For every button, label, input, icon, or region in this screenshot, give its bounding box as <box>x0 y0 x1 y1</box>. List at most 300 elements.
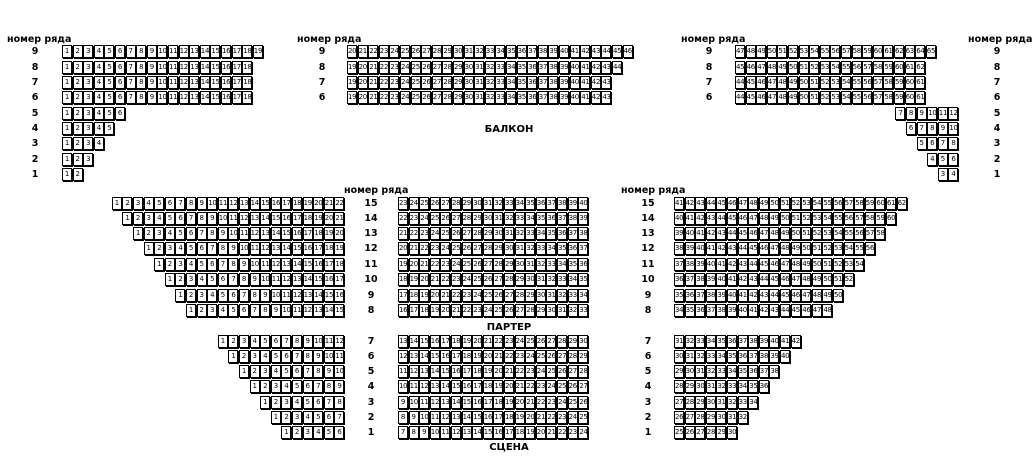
balcony-seat[interactable]: 13 <box>189 61 199 74</box>
parterre-seat[interactable]: 32 <box>706 365 716 378</box>
balcony-seat[interactable]: 5 <box>104 45 114 58</box>
parterre-seat[interactable]: 25 <box>568 396 578 409</box>
balcony-seat[interactable]: 20 <box>347 45 357 58</box>
parterre-seat[interactable]: 15 <box>419 335 429 348</box>
parterre-seat[interactable]: 3 <box>207 304 217 317</box>
parterre-seat[interactable]: 39 <box>568 197 578 210</box>
parterre-seat[interactable]: 26 <box>430 197 440 210</box>
balcony-seat[interactable]: 23 <box>389 76 399 89</box>
balcony-seat[interactable]: 8 <box>136 91 146 104</box>
parterre-seat[interactable]: 45 <box>716 197 726 210</box>
parterre-seat[interactable]: 18 <box>409 289 419 302</box>
balcony-seat[interactable]: 1 <box>62 76 72 89</box>
parterre-seat[interactable]: 53 <box>801 197 811 210</box>
parterre-seat[interactable]: 16 <box>451 365 461 378</box>
parterre-seat[interactable]: 27 <box>568 365 578 378</box>
parterre-seat[interactable]: 58 <box>854 197 864 210</box>
balcony-seat[interactable]: 58 <box>883 76 893 89</box>
balcony-seat[interactable]: 20 <box>358 91 368 104</box>
parterre-seat[interactable]: 1 <box>239 365 249 378</box>
balcony-seat[interactable]: 15 <box>210 61 220 74</box>
parterre-seat[interactable]: 26 <box>557 365 567 378</box>
parterre-seat[interactable]: 49 <box>780 227 790 240</box>
parterre-seat[interactable]: 22 <box>430 258 440 271</box>
parterre-seat[interactable]: 43 <box>759 289 769 302</box>
parterre-seat[interactable]: 22 <box>451 289 461 302</box>
balcony-seat[interactable]: 3 <box>83 61 93 74</box>
parterre-seat[interactable]: 4 <box>197 273 207 286</box>
parterre-seat[interactable]: 46 <box>780 273 790 286</box>
parterre-seat[interactable]: 23 <box>440 258 450 271</box>
balcony-seat[interactable]: 46 <box>756 91 766 104</box>
parterre-seat[interactable]: 11 <box>324 335 334 348</box>
parterre-seat[interactable]: 26 <box>568 380 578 393</box>
parterre-seat[interactable]: 13 <box>451 411 461 424</box>
parterre-seat[interactable]: 7 <box>186 212 196 225</box>
parterre-seat[interactable]: 10 <box>324 350 334 363</box>
balcony-seat[interactable]: 52 <box>820 76 830 89</box>
parterre-seat[interactable]: 29 <box>674 365 684 378</box>
parterre-seat[interactable]: 13 <box>250 212 260 225</box>
balcony-seat[interactable]: 23 <box>389 91 399 104</box>
parterre-seat[interactable]: 30 <box>472 197 482 210</box>
balcony-seat[interactable]: 59 <box>894 91 904 104</box>
parterre-seat[interactable]: 41 <box>674 197 684 210</box>
parterre-seat[interactable]: 31 <box>727 411 737 424</box>
balcony-seat[interactable]: 55 <box>820 45 830 58</box>
parterre-seat[interactable]: 11 <box>398 365 408 378</box>
parterre-seat[interactable]: 22 <box>462 304 472 317</box>
parterre-seat[interactable]: 5 <box>313 411 323 424</box>
balcony-seat[interactable]: 21 <box>368 61 378 74</box>
parterre-seat[interactable]: 11 <box>440 426 450 439</box>
parterre-seat[interactable]: 28 <box>568 350 578 363</box>
balcony-seat[interactable]: 38 <box>548 91 558 104</box>
parterre-seat[interactable]: 27 <box>440 197 450 210</box>
balcony-seat[interactable]: 18 <box>242 91 252 104</box>
balcony-seat[interactable]: 18 <box>242 61 252 74</box>
parterre-seat[interactable]: 29 <box>568 335 578 348</box>
parterre-seat[interactable]: 49 <box>812 273 822 286</box>
balcony-seat[interactable]: 61 <box>883 45 893 58</box>
parterre-seat[interactable]: 13 <box>292 273 302 286</box>
balcony-seat[interactable]: 26 <box>421 91 431 104</box>
parterre-seat[interactable]: 3 <box>175 258 185 271</box>
parterre-seat[interactable]: 41 <box>685 212 695 225</box>
parterre-seat[interactable]: 28 <box>483 242 493 255</box>
parterre-seat[interactable]: 14 <box>419 350 429 363</box>
balcony-seat[interactable]: 51 <box>809 76 819 89</box>
parterre-seat[interactable]: 54 <box>812 197 822 210</box>
balcony-seat[interactable]: 35 <box>517 76 527 89</box>
parterre-seat[interactable]: 6 <box>186 227 196 240</box>
parterre-seat[interactable]: 39 <box>674 227 684 240</box>
parterre-seat[interactable]: 40 <box>769 335 779 348</box>
balcony-seat[interactable]: 31 <box>474 61 484 74</box>
parterre-seat[interactable]: 40 <box>685 227 695 240</box>
parterre-seat[interactable]: 28 <box>462 212 472 225</box>
parterre-seat[interactable]: 1 <box>175 289 185 302</box>
parterre-seat[interactable]: 6 <box>228 289 238 302</box>
parterre-seat[interactable]: 30 <box>546 304 556 317</box>
parterre-seat[interactable]: 17 <box>324 258 334 271</box>
parterre-seat[interactable]: 14 <box>472 426 482 439</box>
balcony-seat[interactable]: 41 <box>570 45 580 58</box>
parterre-seat[interactable]: 10 <box>271 289 281 302</box>
parterre-seat[interactable]: 44 <box>738 242 748 255</box>
parterre-seat[interactable]: 36 <box>674 273 684 286</box>
balcony-seat[interactable]: 6 <box>906 122 916 135</box>
parterre-seat[interactable]: 35 <box>568 258 578 271</box>
parterre-seat[interactable]: 15 <box>472 411 482 424</box>
balcony-seat[interactable]: 34 <box>495 45 505 58</box>
parterre-seat[interactable]: 23 <box>546 396 556 409</box>
balcony-seat[interactable]: 10 <box>157 61 167 74</box>
balcony-seat[interactable]: 8 <box>136 61 146 74</box>
parterre-seat[interactable]: 17 <box>472 380 482 393</box>
parterre-seat[interactable]: 39 <box>727 304 737 317</box>
balcony-seat[interactable]: 25 <box>411 91 421 104</box>
balcony-seat[interactable]: 4 <box>94 61 104 74</box>
balcony-seat[interactable]: 16 <box>221 91 231 104</box>
parterre-seat[interactable]: 3 <box>186 273 196 286</box>
balcony-seat[interactable]: 52 <box>788 45 798 58</box>
parterre-seat[interactable]: 19 <box>419 289 429 302</box>
parterre-seat[interactable]: 6 <box>207 258 217 271</box>
parterre-seat[interactable]: 17 <box>334 273 344 286</box>
balcony-seat[interactable]: 8 <box>906 107 916 120</box>
balcony-seat[interactable]: 48 <box>767 61 777 74</box>
parterre-seat[interactable]: 27 <box>483 258 493 271</box>
balcony-seat[interactable]: 4 <box>94 122 104 135</box>
parterre-seat[interactable]: 18 <box>303 212 313 225</box>
parterre-seat[interactable]: 53 <box>844 258 854 271</box>
balcony-seat[interactable]: 21 <box>368 76 378 89</box>
parterre-seat[interactable]: 44 <box>727 227 737 240</box>
balcony-seat[interactable]: 28 <box>442 61 452 74</box>
parterre-seat[interactable]: 34 <box>536 227 546 240</box>
parterre-seat[interactable]: 30 <box>525 273 535 286</box>
balcony-seat[interactable]: 3 <box>83 107 93 120</box>
parterre-seat[interactable]: 38 <box>685 258 695 271</box>
balcony-seat[interactable]: 9 <box>147 61 157 74</box>
parterre-seat[interactable]: 29 <box>504 258 514 271</box>
balcony-seat[interactable]: 52 <box>820 91 830 104</box>
parterre-seat[interactable]: 26 <box>546 350 556 363</box>
parterre-seat[interactable]: 42 <box>706 227 716 240</box>
parterre-seat[interactable]: 3 <box>281 396 291 409</box>
parterre-seat[interactable]: 20 <box>515 396 525 409</box>
balcony-seat[interactable]: 2 <box>73 107 83 120</box>
parterre-seat[interactable]: 57 <box>844 197 854 210</box>
parterre-seat[interactable]: 32 <box>568 304 578 317</box>
balcony-seat[interactable]: 61 <box>915 76 925 89</box>
parterre-seat[interactable]: 18 <box>483 380 493 393</box>
parterre-seat[interactable]: 33 <box>568 289 578 302</box>
parterre-seat[interactable]: 6 <box>218 273 228 286</box>
parterre-seat[interactable]: 3 <box>303 426 313 439</box>
parterre-seat[interactable]: 18 <box>515 426 525 439</box>
parterre-seat[interactable]: 39 <box>706 273 716 286</box>
parterre-seat[interactable]: 8 <box>218 242 228 255</box>
parterre-seat[interactable]: 41 <box>738 289 748 302</box>
balcony-seat[interactable]: 48 <box>777 76 787 89</box>
parterre-seat[interactable]: 10 <box>281 304 291 317</box>
parterre-seat[interactable]: 46 <box>727 197 737 210</box>
balcony-seat[interactable]: 34 <box>506 76 516 89</box>
parterre-seat[interactable]: 27 <box>674 396 684 409</box>
parterre-seat[interactable]: 5 <box>175 227 185 240</box>
parterre-seat[interactable]: 31 <box>525 258 535 271</box>
balcony-seat[interactable]: 57 <box>873 91 883 104</box>
parterre-seat[interactable]: 5 <box>165 212 175 225</box>
balcony-seat[interactable]: 51 <box>809 91 819 104</box>
parterre-seat[interactable]: 53 <box>822 227 832 240</box>
parterre-seat[interactable]: 22 <box>440 273 450 286</box>
parterre-seat[interactable]: 11 <box>409 380 419 393</box>
parterre-seat[interactable]: 16 <box>430 335 440 348</box>
parterre-seat[interactable]: 9 <box>218 227 228 240</box>
balcony-seat[interactable]: 49 <box>788 76 798 89</box>
parterre-seat[interactable]: 54 <box>844 242 854 255</box>
balcony-seat[interactable]: 15 <box>210 76 220 89</box>
parterre-seat[interactable]: 44 <box>748 258 758 271</box>
parterre-seat[interactable]: 34 <box>738 380 748 393</box>
balcony-seat[interactable]: 19 <box>347 61 357 74</box>
parterre-seat[interactable]: 48 <box>801 273 811 286</box>
parterre-seat[interactable]: 33 <box>738 396 748 409</box>
parterre-seat[interactable]: 3 <box>260 365 270 378</box>
balcony-seat[interactable]: 40 <box>570 76 580 89</box>
parterre-seat[interactable]: 30 <box>578 335 588 348</box>
parterre-seat[interactable]: 37 <box>674 258 684 271</box>
parterre-seat[interactable]: 51 <box>822 258 832 271</box>
parterre-seat[interactable]: 6 <box>303 380 313 393</box>
parterre-seat[interactable]: 26 <box>578 396 588 409</box>
parterre-seat[interactable]: 31 <box>706 380 716 393</box>
parterre-seat[interactable]: 16 <box>334 289 344 302</box>
parterre-seat[interactable]: 3 <box>165 242 175 255</box>
parterre-seat[interactable]: 19 <box>462 335 472 348</box>
balcony-seat[interactable]: 1 <box>62 107 72 120</box>
parterre-seat[interactable]: 37 <box>748 350 758 363</box>
balcony-seat[interactable]: 11 <box>168 45 178 58</box>
balcony-seat[interactable]: 19 <box>347 91 357 104</box>
parterre-seat[interactable]: 45 <box>727 212 737 225</box>
parterre-seat[interactable]: 58 <box>865 212 875 225</box>
parterre-seat[interactable]: 28 <box>685 396 695 409</box>
parterre-seat[interactable]: 16 <box>462 380 472 393</box>
balcony-seat[interactable]: 31 <box>464 45 474 58</box>
parterre-seat[interactable]: 15 <box>260 197 270 210</box>
balcony-seat[interactable]: 25 <box>400 45 410 58</box>
parterre-seat[interactable]: 8 <box>303 350 313 363</box>
balcony-seat[interactable]: 47 <box>735 45 745 58</box>
parterre-seat[interactable]: 11 <box>430 411 440 424</box>
parterre-seat[interactable]: 5 <box>218 289 228 302</box>
parterre-seat[interactable]: 17 <box>313 242 323 255</box>
balcony-seat[interactable]: 31 <box>474 91 484 104</box>
parterre-seat[interactable]: 30 <box>716 411 726 424</box>
parterre-seat[interactable]: 42 <box>685 197 695 210</box>
parterre-seat[interactable]: 12 <box>451 426 461 439</box>
parterre-seat[interactable]: 2 <box>186 289 196 302</box>
balcony-seat[interactable]: 51 <box>777 45 787 58</box>
balcony-seat[interactable]: 46 <box>746 61 756 74</box>
parterre-seat[interactable]: 31 <box>685 350 695 363</box>
parterre-seat[interactable]: 23 <box>536 380 546 393</box>
parterre-seat[interactable]: 55 <box>833 212 843 225</box>
parterre-seat[interactable]: 29 <box>716 426 726 439</box>
parterre-seat[interactable]: 29 <box>472 212 482 225</box>
parterre-seat[interactable]: 44 <box>706 197 716 210</box>
balcony-seat[interactable]: 9 <box>917 107 927 120</box>
balcony-seat[interactable]: 3 <box>83 76 93 89</box>
parterre-seat[interactable]: 37 <box>568 227 578 240</box>
parterre-seat[interactable]: 4 <box>175 242 185 255</box>
parterre-seat[interactable]: 36 <box>685 289 695 302</box>
parterre-seat[interactable]: 56 <box>854 227 864 240</box>
parterre-seat[interactable]: 32 <box>504 212 514 225</box>
balcony-seat[interactable]: 37 <box>538 76 548 89</box>
parterre-seat[interactable]: 7 <box>207 242 217 255</box>
parterre-seat[interactable]: 55 <box>822 197 832 210</box>
balcony-seat[interactable]: 15 <box>210 91 220 104</box>
parterre-seat[interactable]: 22 <box>557 426 567 439</box>
parterre-seat[interactable]: 11 <box>250 242 260 255</box>
balcony-seat[interactable]: 12 <box>948 107 958 120</box>
balcony-seat[interactable]: 14 <box>200 91 210 104</box>
parterre-seat[interactable]: 5 <box>228 304 238 317</box>
parterre-seat[interactable]: 27 <box>462 227 472 240</box>
parterre-seat[interactable]: 19 <box>313 212 323 225</box>
balcony-seat[interactable]: 7 <box>938 137 948 150</box>
parterre-seat[interactable]: 18 <box>324 242 334 255</box>
parterre-seat[interactable]: 28 <box>695 411 705 424</box>
parterre-seat[interactable]: 11 <box>260 258 270 271</box>
balcony-seat[interactable]: 5 <box>104 122 114 135</box>
balcony-seat[interactable]: 1 <box>62 153 72 166</box>
parterre-seat[interactable]: 47 <box>748 212 758 225</box>
balcony-seat[interactable]: 36 <box>527 61 537 74</box>
parterre-seat[interactable]: 51 <box>833 273 843 286</box>
parterre-seat[interactable]: 11 <box>292 304 302 317</box>
parterre-seat[interactable]: 15 <box>483 426 493 439</box>
balcony-seat[interactable]: 47 <box>767 76 777 89</box>
parterre-seat[interactable]: 34 <box>557 258 567 271</box>
parterre-seat[interactable]: 42 <box>695 212 705 225</box>
parterre-seat[interactable]: 9 <box>207 212 217 225</box>
parterre-seat[interactable]: 21 <box>546 426 556 439</box>
parterre-seat[interactable]: 35 <box>738 365 748 378</box>
parterre-seat[interactable]: 31 <box>483 197 493 210</box>
parterre-seat[interactable]: 9 <box>324 365 334 378</box>
parterre-seat[interactable]: 17 <box>483 396 493 409</box>
parterre-seat[interactable]: 5 <box>303 396 313 409</box>
parterre-seat[interactable]: 36 <box>536 197 546 210</box>
parterre-seat[interactable]: 9 <box>398 396 408 409</box>
parterre-seat[interactable]: 10 <box>409 396 419 409</box>
parterre-seat[interactable]: 4 <box>144 197 154 210</box>
balcony-seat[interactable]: 27 <box>432 91 442 104</box>
parterre-seat[interactable]: 28 <box>674 380 684 393</box>
parterre-seat[interactable]: 9 <box>334 380 344 393</box>
parterre-seat[interactable]: 39 <box>695 258 705 271</box>
parterre-seat[interactable]: 2 <box>250 365 260 378</box>
balcony-seat[interactable]: 7 <box>126 76 136 89</box>
balcony-seat[interactable]: 1 <box>62 168 72 181</box>
parterre-seat[interactable]: 35 <box>748 380 758 393</box>
parterre-seat[interactable]: 36 <box>759 380 769 393</box>
balcony-seat[interactable]: 9 <box>147 76 157 89</box>
parterre-seat[interactable]: 1 <box>112 197 122 210</box>
parterre-seat[interactable]: 41 <box>780 335 790 348</box>
parterre-seat[interactable]: 12 <box>228 197 238 210</box>
balcony-seat[interactable]: 16 <box>221 45 231 58</box>
parterre-seat[interactable]: 17 <box>462 365 472 378</box>
parterre-seat[interactable]: 6 <box>292 365 302 378</box>
parterre-seat[interactable]: 21 <box>504 365 514 378</box>
parterre-seat[interactable]: 20 <box>398 242 408 255</box>
balcony-seat[interactable]: 2 <box>73 137 83 150</box>
parterre-seat[interactable]: 23 <box>451 273 461 286</box>
parterre-seat[interactable]: 53 <box>812 212 822 225</box>
parterre-seat[interactable]: 39 <box>578 212 588 225</box>
parterre-seat[interactable]: 25 <box>674 426 684 439</box>
parterre-seat[interactable]: 60 <box>886 212 896 225</box>
parterre-seat[interactable]: 49 <box>791 242 801 255</box>
parterre-seat[interactable]: 1 <box>133 227 143 240</box>
parterre-seat[interactable]: 14 <box>324 304 334 317</box>
parterre-seat[interactable]: 12 <box>398 350 408 363</box>
parterre-seat[interactable]: 43 <box>716 227 726 240</box>
balcony-seat[interactable]: 11 <box>938 107 948 120</box>
parterre-seat[interactable]: 20 <box>419 273 429 286</box>
parterre-seat[interactable]: 8 <box>324 380 334 393</box>
parterre-seat[interactable]: 50 <box>822 273 832 286</box>
parterre-seat[interactable]: 23 <box>515 350 525 363</box>
parterre-seat[interactable]: 33 <box>515 212 525 225</box>
parterre-seat[interactable]: 30 <box>674 350 684 363</box>
balcony-seat[interactable]: 4 <box>927 153 937 166</box>
parterre-seat[interactable]: 28 <box>472 227 482 240</box>
parterre-seat[interactable]: 1 <box>218 335 228 348</box>
parterre-seat[interactable]: 38 <box>759 350 769 363</box>
parterre-seat[interactable]: 4 <box>292 396 302 409</box>
parterre-seat[interactable]: 17 <box>451 350 461 363</box>
parterre-seat[interactable]: 24 <box>462 273 472 286</box>
balcony-seat[interactable]: 25 <box>411 76 421 89</box>
parterre-seat[interactable]: 40 <box>695 242 705 255</box>
balcony-seat[interactable]: 39 <box>559 76 569 89</box>
parterre-seat[interactable]: 44 <box>716 212 726 225</box>
balcony-seat[interactable]: 20 <box>358 61 368 74</box>
parterre-seat[interactable]: 45 <box>738 227 748 240</box>
parterre-seat[interactable]: 26 <box>536 335 546 348</box>
balcony-seat[interactable]: 12 <box>179 91 189 104</box>
parterre-seat[interactable]: 16 <box>303 242 313 255</box>
balcony-seat[interactable]: 63 <box>905 45 915 58</box>
parterre-seat[interactable]: 39 <box>685 242 695 255</box>
balcony-seat[interactable]: 28 <box>432 45 442 58</box>
balcony-seat[interactable]: 45 <box>746 76 756 89</box>
parterre-seat[interactable]: 32 <box>716 380 726 393</box>
parterre-seat[interactable]: 43 <box>738 258 748 271</box>
parterre-seat[interactable]: 6 <box>324 411 334 424</box>
parterre-seat[interactable]: 11 <box>228 212 238 225</box>
parterre-seat[interactable]: 34 <box>546 242 556 255</box>
parterre-seat[interactable]: 24 <box>568 411 578 424</box>
